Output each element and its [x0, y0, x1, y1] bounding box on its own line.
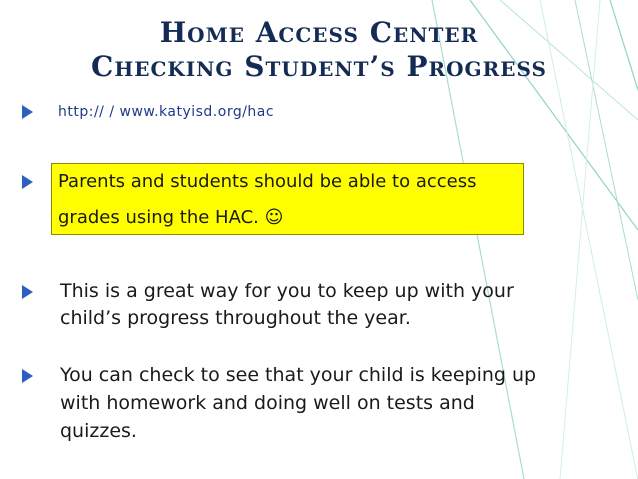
bullet-arrow-icon	[22, 369, 33, 383]
bullet-4-line-2: with homework and doing well on tests and	[60, 392, 475, 414]
bullet-arrow-icon	[22, 175, 33, 189]
bullet-arrow-icon	[22, 105, 33, 119]
bullet-3-line-2: child’s progress throughout the year.	[60, 307, 411, 329]
slide-title-line-1: Home Access Center	[159, 16, 479, 49]
highlight-line-2: grades using the HAC. ☺	[58, 207, 284, 228]
hac-link[interactable]: http:// / www.katyisd.org/hac	[58, 104, 275, 120]
bullet-arrow-icon	[22, 285, 33, 299]
slide-title-line-2: Checking Student’s Progress	[91, 50, 547, 83]
bullet-3-line-1: This is a great way for you to keep up with your	[60, 280, 514, 302]
bullet-4-line-1: You can check to see that your child is keeping up	[60, 364, 537, 386]
bullet-4-line-3: quizzes.	[60, 420, 137, 442]
highlight-line-1: Parents and students should be able to access	[58, 171, 477, 192]
